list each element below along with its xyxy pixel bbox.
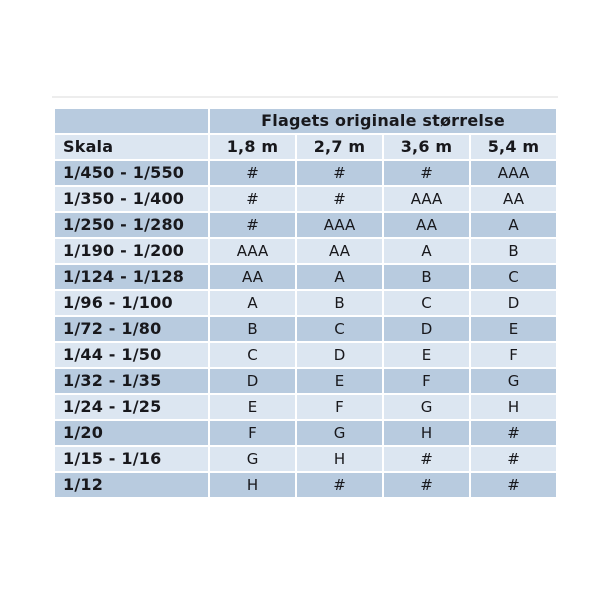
size-column-header-2: 2,7 m bbox=[296, 134, 383, 160]
value-cell: D bbox=[209, 368, 296, 394]
value-cell: A bbox=[383, 238, 470, 264]
value-cell: E bbox=[209, 394, 296, 420]
table-row bbox=[54, 290, 557, 316]
value-cell: AA bbox=[470, 186, 557, 212]
value-cell: B bbox=[470, 238, 557, 264]
merged-header-row bbox=[54, 108, 557, 134]
value-cell: B bbox=[383, 264, 470, 290]
value-cell: H bbox=[209, 472, 296, 498]
value-cell: E bbox=[470, 316, 557, 342]
value-cell: D bbox=[296, 342, 383, 368]
value-cell: C bbox=[470, 264, 557, 290]
value-cell: # bbox=[470, 420, 557, 446]
scale-cell: 1/44 - 1/50 bbox=[54, 342, 209, 368]
table-row bbox=[54, 342, 557, 368]
value-cell: B bbox=[296, 290, 383, 316]
table-row bbox=[54, 446, 557, 472]
value-cell: C bbox=[209, 342, 296, 368]
scale-cell: 1/72 - 1/80 bbox=[54, 316, 209, 342]
value-cell: A bbox=[296, 264, 383, 290]
corner-cell bbox=[54, 108, 209, 134]
value-cell: G bbox=[296, 420, 383, 446]
scale-cell: 1/15 - 1/16 bbox=[54, 446, 209, 472]
scale-cell: 1/12 bbox=[54, 472, 209, 498]
table-row bbox=[54, 394, 557, 420]
value-cell: AA bbox=[209, 264, 296, 290]
value-cell: # bbox=[383, 472, 470, 498]
table-row bbox=[54, 212, 557, 238]
value-cell: D bbox=[470, 290, 557, 316]
value-cell: # bbox=[470, 446, 557, 472]
value-cell: G bbox=[209, 446, 296, 472]
scale-cell: 1/124 - 1/128 bbox=[54, 264, 209, 290]
value-cell: # bbox=[209, 212, 296, 238]
table-title: Flagets originale størrelse bbox=[209, 108, 557, 134]
size-column-header-3: 3,6 m bbox=[383, 134, 470, 160]
value-cell: E bbox=[383, 342, 470, 368]
faint-divider-line bbox=[52, 96, 558, 98]
scale-column-header: Skala bbox=[54, 134, 209, 160]
value-cell: H bbox=[470, 394, 557, 420]
column-header-row bbox=[54, 134, 557, 160]
table-row bbox=[54, 160, 557, 186]
value-cell: # bbox=[296, 472, 383, 498]
value-cell: A bbox=[209, 290, 296, 316]
scale-cell: 1/32 - 1/35 bbox=[54, 368, 209, 394]
value-cell: AAA bbox=[296, 212, 383, 238]
table-row bbox=[54, 420, 557, 446]
value-cell: # bbox=[383, 446, 470, 472]
value-cell: A bbox=[470, 212, 557, 238]
table-row bbox=[54, 368, 557, 394]
value-cell: G bbox=[383, 394, 470, 420]
value-cell: F bbox=[470, 342, 557, 368]
value-cell: H bbox=[383, 420, 470, 446]
value-cell: # bbox=[383, 160, 470, 186]
value-cell: F bbox=[383, 368, 470, 394]
value-cell: AAA bbox=[209, 238, 296, 264]
value-cell: # bbox=[209, 186, 296, 212]
value-cell: AA bbox=[296, 238, 383, 264]
table-row bbox=[54, 316, 557, 342]
value-cell: F bbox=[296, 394, 383, 420]
value-cell: D bbox=[383, 316, 470, 342]
value-cell: # bbox=[209, 160, 296, 186]
value-cell: F bbox=[209, 420, 296, 446]
value-cell: C bbox=[296, 316, 383, 342]
scale-cell: 1/96 - 1/100 bbox=[54, 290, 209, 316]
table-row bbox=[54, 238, 557, 264]
value-cell: C bbox=[383, 290, 470, 316]
value-cell: G bbox=[470, 368, 557, 394]
table-row bbox=[54, 264, 557, 290]
size-column-header-4: 5,4 m bbox=[470, 134, 557, 160]
value-cell: B bbox=[209, 316, 296, 342]
value-cell: H bbox=[296, 446, 383, 472]
scale-cell: 1/350 - 1/400 bbox=[54, 186, 209, 212]
value-cell: # bbox=[296, 160, 383, 186]
scale-cell: 1/20 bbox=[54, 420, 209, 446]
value-cell: AAA bbox=[470, 160, 557, 186]
value-cell: E bbox=[296, 368, 383, 394]
size-column-header-1: 1,8 m bbox=[209, 134, 296, 160]
value-cell: AAA bbox=[383, 186, 470, 212]
value-cell: # bbox=[296, 186, 383, 212]
flag-size-lookup-table bbox=[53, 107, 558, 499]
scale-cell: 1/250 - 1/280 bbox=[54, 212, 209, 238]
table-row bbox=[54, 472, 557, 498]
scale-cell: 1/190 - 1/200 bbox=[54, 238, 209, 264]
scale-cell: 1/450 - 1/550 bbox=[54, 160, 209, 186]
scale-cell: 1/24 - 1/25 bbox=[54, 394, 209, 420]
table-row bbox=[54, 186, 557, 212]
value-cell: # bbox=[470, 472, 557, 498]
value-cell: AA bbox=[383, 212, 470, 238]
